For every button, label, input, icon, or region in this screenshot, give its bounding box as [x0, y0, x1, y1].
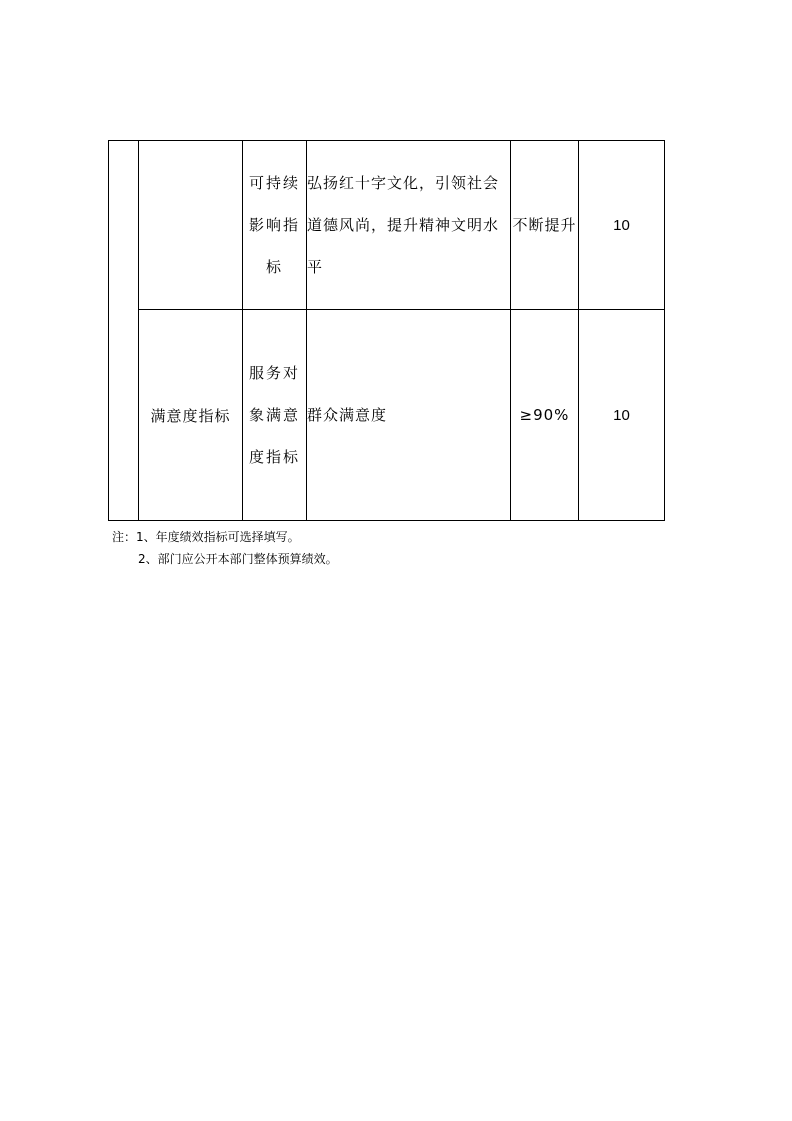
level-three-indicator-text: 服务对象满意度指标: [248, 364, 300, 466]
indicator-description-cell: 弘扬红十字文化，引领社会道德风尚，提升精神文明水平: [307, 141, 511, 310]
level-two-indicator-cell: [139, 141, 243, 310]
level-three-indicator-text: 可持续影响指标: [248, 174, 300, 276]
note-line: 注：1、年度绩效指标可选择填写。: [112, 530, 300, 544]
level-two-indicator-cell: 满意度指标: [139, 310, 243, 521]
target-value-cell: 不断提升: [511, 141, 579, 310]
target-value-cell: ≥90%: [511, 310, 579, 521]
indicator-description-cell: 群众满意度: [307, 310, 511, 521]
table-notes: [112, 526, 338, 570]
level-three-indicator-cell: [243, 141, 307, 310]
note-line: 2、部门应公开本部门整体预算绩效。: [138, 552, 338, 566]
score-cell: 10: [579, 141, 665, 310]
performance-indicator-table: [108, 140, 665, 521]
table-row: [109, 141, 665, 310]
level-three-indicator-cell: [243, 310, 307, 521]
table-row: [109, 310, 665, 521]
level-one-indicator-cell: [109, 141, 139, 521]
score-cell: 10: [579, 310, 665, 521]
